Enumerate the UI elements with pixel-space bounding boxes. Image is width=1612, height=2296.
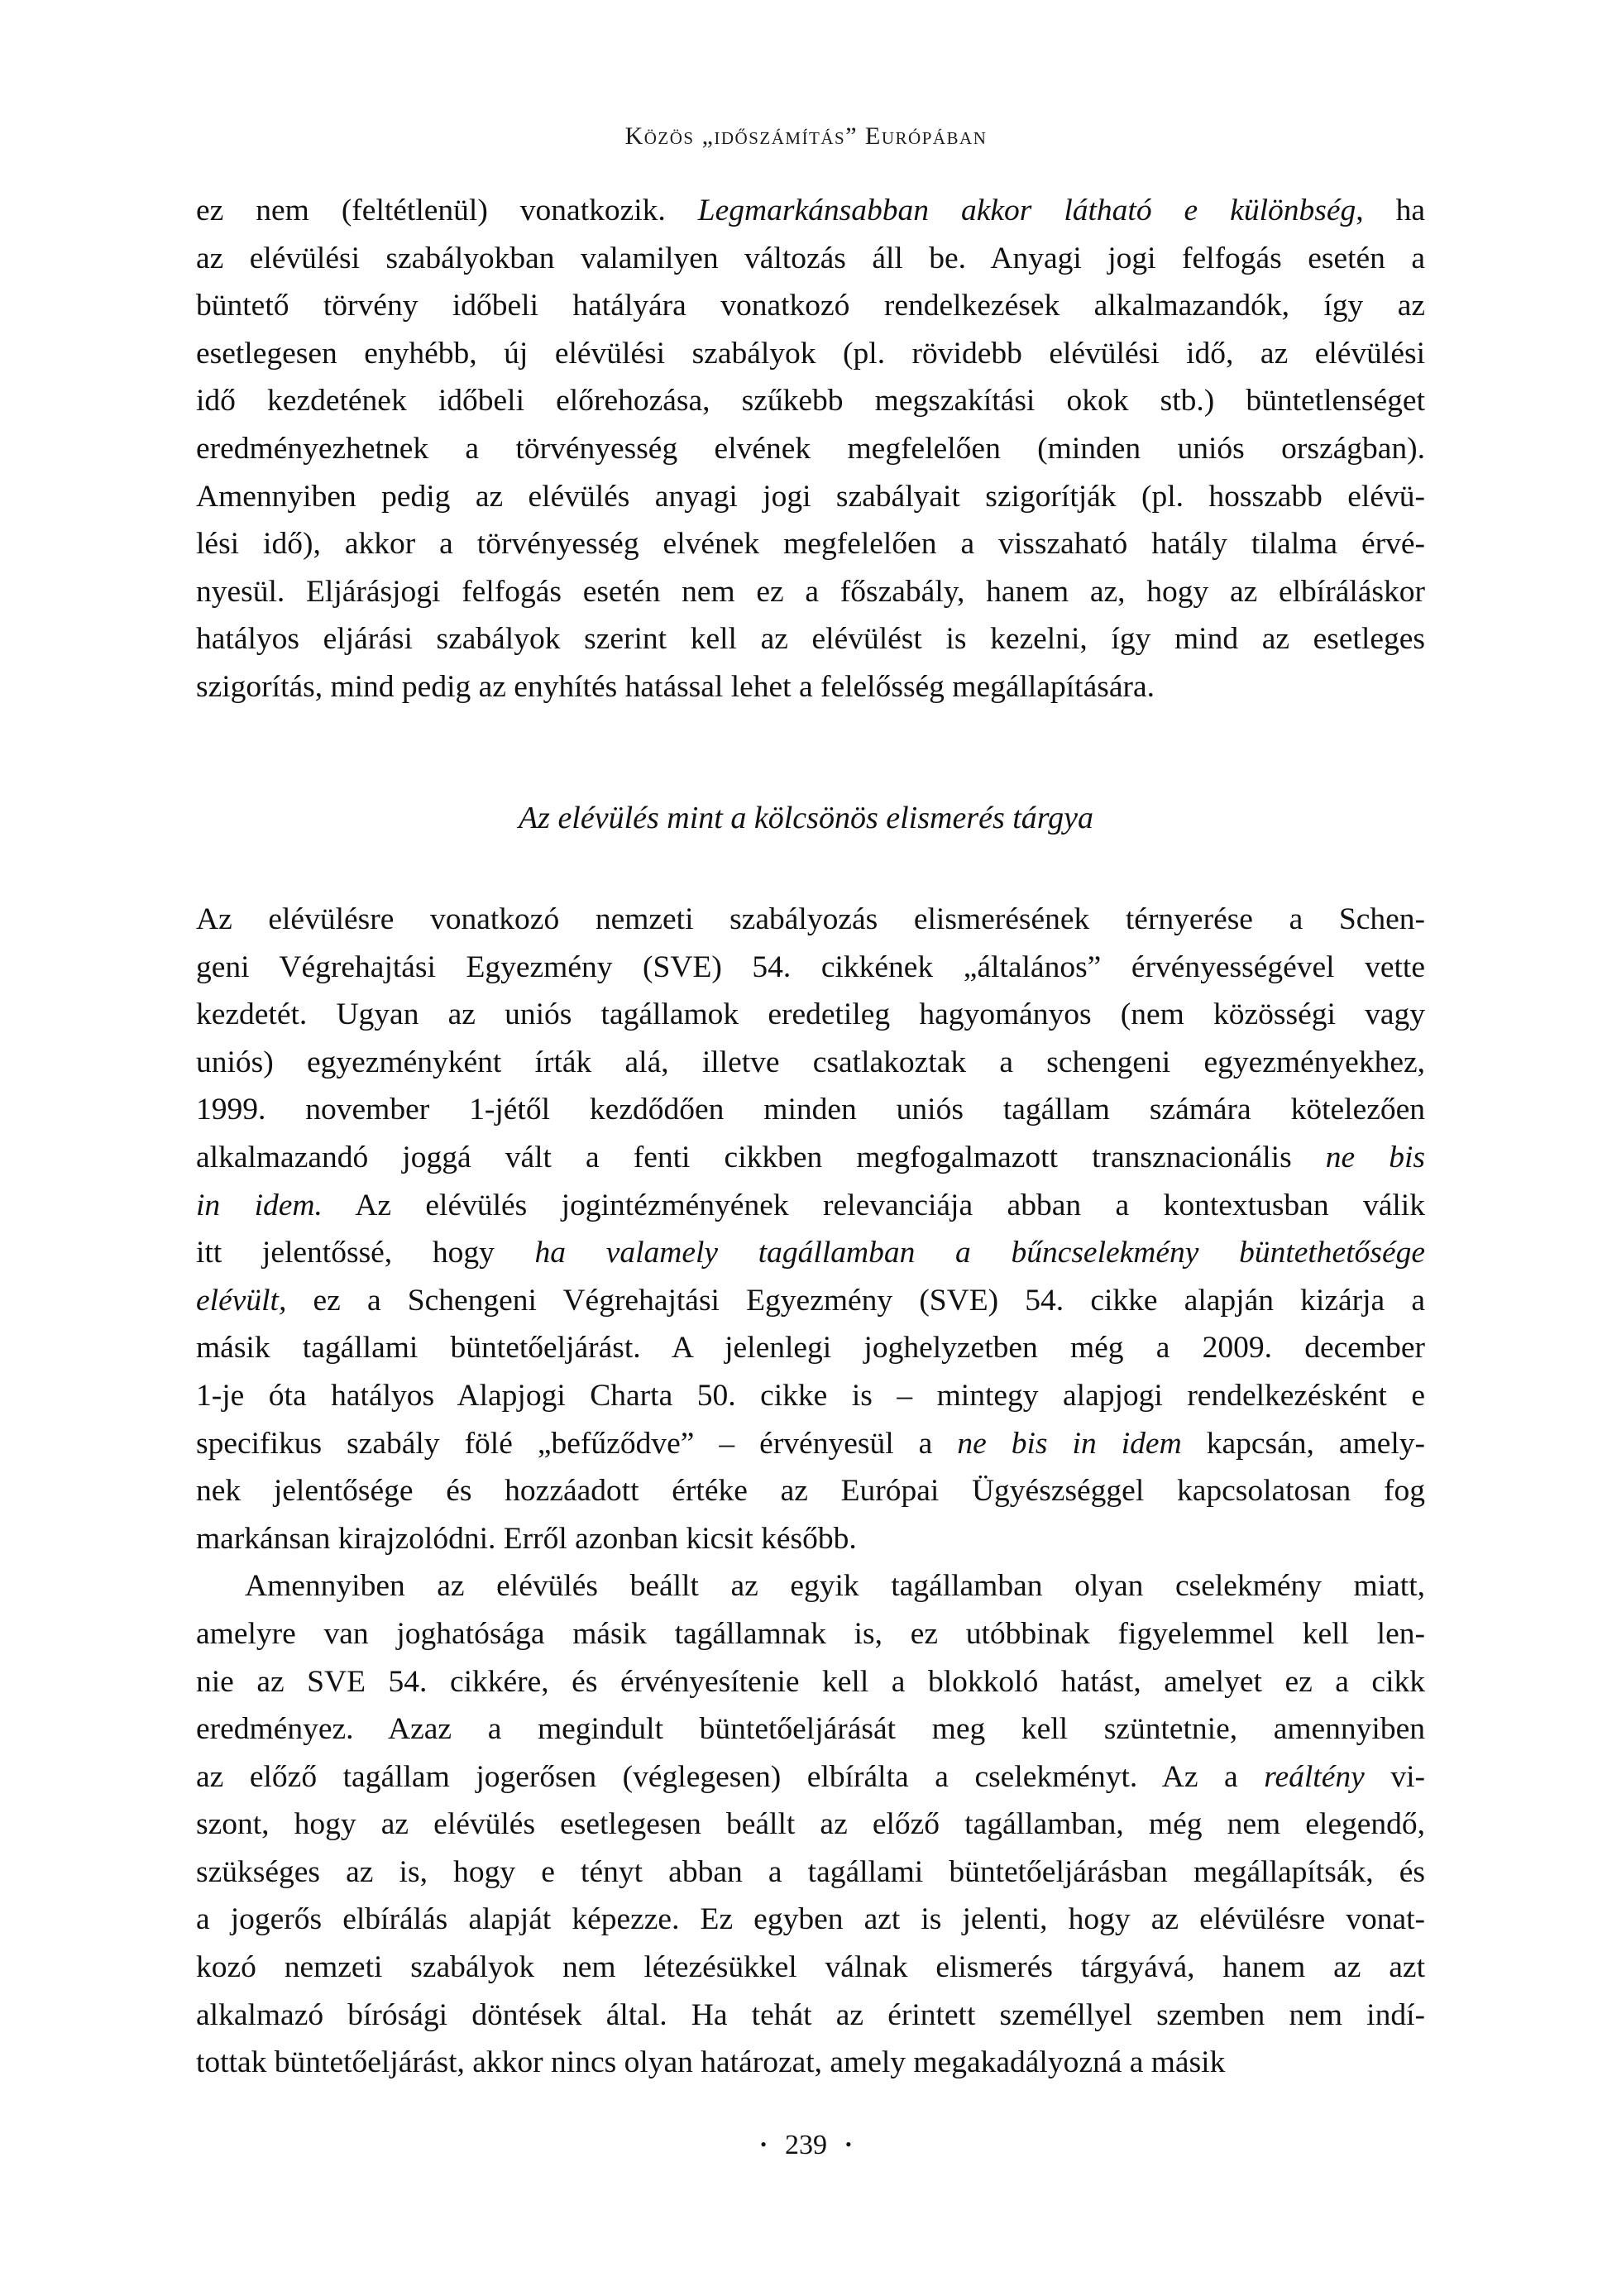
paragraph-1 bbox=[196, 187, 1425, 711]
text-line bbox=[196, 473, 1425, 521]
text-run: a jogerős elbírálás alapját képezze. Ez egyben azt is jelenti, hogy az elévülésre vonat- bbox=[196, 1902, 1425, 1937]
text-run: markánsan kirajzolódni. Erről azonban kicsit később. bbox=[196, 1521, 857, 1556]
running-head: Közös „időszámítás” Európában bbox=[624, 122, 988, 150]
text-run: szigorítás, mind pedig az enyhítés hatással lehet a felelősség megállapítására. bbox=[196, 669, 1155, 704]
text-run: eredményezhetnek a törvényesség elvének megfelelően (minden uniós országban). bbox=[196, 431, 1425, 466]
text-line bbox=[196, 1992, 1425, 2040]
body-text-block-2 bbox=[196, 896, 1425, 2087]
text-line bbox=[196, 282, 1425, 330]
text-run: itt jelentőssé, hogy bbox=[196, 1236, 535, 1270]
text-line bbox=[196, 377, 1425, 425]
text-line bbox=[196, 896, 1425, 944]
text-run: lési idő), akkor a törvényesség elvének megfelelően a visszaható hatály tilalma érvé- bbox=[196, 527, 1425, 562]
text-line bbox=[196, 1753, 1425, 1801]
text-line bbox=[196, 1372, 1425, 1420]
text-run: ez nem (feltétlenül) vonatkozik. bbox=[196, 194, 698, 227]
text-run: szont, hogy az elévülés esetlegesen beállt az előző tagállamban, még nem elegendő, bbox=[196, 1807, 1425, 1842]
text-run: nyesül. Eljárásjogi felfogás esetén nem ez a főszabály, hanem az, hogy az elbíráláskor bbox=[196, 574, 1425, 609]
text-line bbox=[196, 235, 1425, 283]
text-line bbox=[196, 1420, 1425, 1468]
text-run: 1-je óta hatályos Alapjogi Charta 50. cikke is – mintegy alapjogi rendelkezésként e bbox=[196, 1378, 1425, 1413]
text-run: az elévülési szabályokban valamilyen változás áll be. Anyagi jogi felfogás esetén a bbox=[196, 241, 1425, 275]
text-line bbox=[196, 1134, 1425, 1182]
text-run: nie az SVE 54. cikkére, és érvényesítenie kell a blokkoló hatást, amelyet ez a cikk bbox=[196, 1664, 1425, 1699]
text-run: vi- bbox=[1364, 1759, 1425, 1794]
text-line bbox=[196, 1039, 1425, 1087]
text-line bbox=[196, 568, 1425, 616]
text-run: hatályos eljárási szabályok szerint kell az elévülést is kezelni, így mind az esetleges bbox=[196, 622, 1425, 657]
text-run: esetlegesen enyhébb, új elévülési szabályok (pl. rövidebb elévülési idő, az elévülési bbox=[196, 336, 1425, 371]
text-run: Az elévülés jogintézményének relevanciája abban a kontextusban válik bbox=[322, 1188, 1425, 1222]
italic-run: ha valamely tagállamban a bűncselekmény büntethetősége bbox=[534, 1236, 1426, 1270]
italic-run: reáltény bbox=[1264, 1759, 1365, 1794]
text-line bbox=[196, 1705, 1425, 1753]
text-line bbox=[196, 1467, 1425, 1515]
text-run: Amennyiben az elévülés beállt az egyik tagállamban olyan cselekmény miatt, bbox=[245, 1569, 1425, 1604]
text-run: eredményez. Azaz a megindult büntetőeljárását meg kell szüntetnie, amennyiben bbox=[196, 1712, 1425, 1747]
text-line bbox=[196, 1658, 1425, 1706]
text-run: , ha bbox=[1356, 194, 1426, 227]
text-run: ez a Schengeni Végrehajtási Egyezmény (SVE) 54. cikke alapján kizárja a bbox=[286, 1283, 1425, 1318]
page-number bbox=[0, 2130, 1612, 2161]
italic-run: Legmarkánsabban akkor látható e különbség bbox=[697, 194, 1356, 227]
text-line bbox=[196, 1849, 1425, 1897]
body-text-block-1 bbox=[196, 187, 1425, 711]
italic-run: ne bis bbox=[1325, 1140, 1425, 1174]
text-line bbox=[196, 663, 1425, 711]
text-run: kapcsán, amely- bbox=[1181, 1426, 1425, 1461]
text-run: specifikus szabály fölé „befűződve” – érvényesül a bbox=[196, 1426, 958, 1461]
paragraph-3 bbox=[196, 1562, 1425, 2087]
text-line bbox=[196, 1515, 1425, 1563]
text-run: tottak büntetőeljárást, akkor nincs olyan határozat, amely megakadályozná a másik bbox=[196, 2045, 1226, 2080]
text-run: nek jelentősége és hozzáadott értéke az Európai Ügyészséggel kapcsolatosan fog bbox=[196, 1474, 1425, 1509]
text-run: geni Végrehajtási Egyezmény (SVE) 54. cikkének „általános” érvényességével vette bbox=[196, 949, 1425, 984]
page-number-value: 239 bbox=[785, 2130, 827, 2160]
text-line bbox=[196, 991, 1425, 1039]
italic-run: in idem. bbox=[196, 1188, 323, 1222]
text-line bbox=[196, 1324, 1425, 1372]
text-line bbox=[196, 1229, 1425, 1277]
paragraph-2 bbox=[196, 896, 1425, 1562]
text-run: büntető törvény időbeli hatályára vonatkozó rendelkezések alkalmazandók, így az bbox=[196, 289, 1425, 323]
section-heading: Az elévülés mint a kölcsönös elismerés tárgya bbox=[518, 801, 1094, 835]
text-line bbox=[196, 1277, 1425, 1325]
text-run: másik tagállami büntetőeljárást. A jelenlegi joghelyzetben még a 2009. december bbox=[196, 1331, 1425, 1366]
text-run: alkalmazó bírósági döntések által. Ha tehát az érintett személlyel szemben nem indí- bbox=[196, 1997, 1425, 2032]
text-line bbox=[196, 1562, 1425, 1610]
text-run: az előző tagállam jogerősen (véglegesen) elbírálta a cselekményt. Az a bbox=[196, 1759, 1265, 1794]
text-line bbox=[196, 187, 1425, 235]
text-line bbox=[196, 330, 1425, 378]
text-run: szükséges az is, hogy e tényt abban a tagállami büntetőeljárásban megállapítsák, és bbox=[196, 1854, 1425, 1889]
text-line bbox=[196, 520, 1425, 568]
text-line bbox=[196, 425, 1425, 473]
text-line bbox=[196, 1086, 1425, 1134]
text-run: kozó nemzeti szabályok nem létezésükkel válnak elismerés tárgyává, hanem az azt bbox=[196, 1950, 1425, 1985]
text-line bbox=[196, 1610, 1425, 1658]
text-line bbox=[196, 615, 1425, 663]
text-line bbox=[196, 1182, 1425, 1230]
text-run: amelyre van joghatósága másik tagállamnak is, ez utóbbinak figyelemmel kell len- bbox=[196, 1616, 1425, 1651]
bullet-right-icon: • bbox=[845, 2134, 852, 2155]
text-run: uniós) egyezményként írták alá, illetve csatlakoztak a schengeni egyezményekhez, bbox=[196, 1045, 1425, 1079]
text-run: 1999. november 1-jétől kezdődően minden uniós tagállam számára kötelezően bbox=[196, 1093, 1425, 1127]
text-run: Amennyiben pedig az elévülés anyagi jogi szabályait szigorítják (pl. hosszabb elévü- bbox=[196, 479, 1425, 514]
text-run: Az elévülésre vonatkozó nemzeti szabályozás elismerésének térnyerése a Schen- bbox=[196, 902, 1425, 936]
text-line bbox=[196, 2039, 1425, 2087]
text-line bbox=[196, 1896, 1425, 1944]
text-run: kezdetét. Ugyan az uniós tagállamok eredetileg hagyományos (nem közösségi vagy bbox=[196, 997, 1425, 1032]
italic-run: ne bis in idem bbox=[957, 1426, 1182, 1461]
text-line bbox=[196, 944, 1425, 992]
bullet-left-icon: • bbox=[760, 2134, 767, 2155]
italic-run: elévült, bbox=[196, 1283, 287, 1318]
text-line bbox=[196, 1801, 1425, 1849]
text-run: idő kezdetének időbeli előrehozása, szűkebb megszakítási okok stb.) büntetlenséget bbox=[196, 384, 1425, 419]
text-run: alkalmazandó joggá vált a fenti cikkben megfogalmazott transznacionális bbox=[196, 1140, 1326, 1174]
text-line bbox=[196, 1944, 1425, 1992]
